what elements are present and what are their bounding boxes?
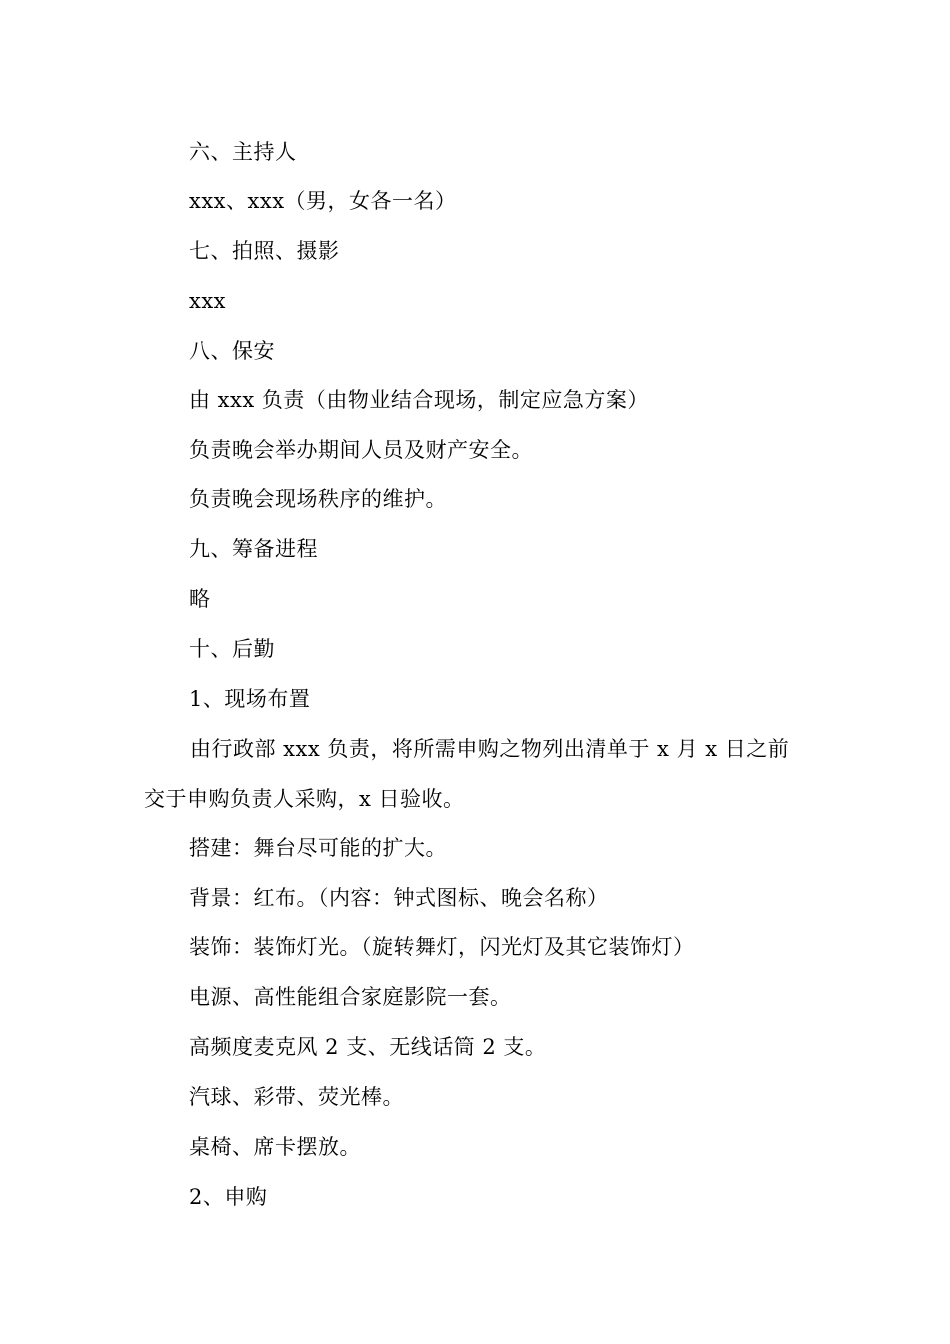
security-duty-order: 负责晚会现场秩序的维护。 bbox=[189, 487, 447, 511]
setup-decoration: 装饰：装饰灯光。（旋转舞灯，闪光灯及其它装饰灯） bbox=[189, 935, 695, 959]
security-responsible: 由 xxx 负责（由物业结合现场，制定应急方案） bbox=[189, 388, 649, 412]
setup-power-audio: 电源、高性能组合家庭影院一套。 bbox=[189, 985, 512, 1009]
section-heading-security: 八、保安 bbox=[189, 339, 275, 363]
photographer-name: xxx bbox=[189, 289, 227, 313]
host-names: xxx、xxx（男，女各一名） bbox=[189, 189, 457, 213]
section-heading-logistics: 十、后勤 bbox=[189, 637, 275, 661]
section-heading-host: 六、主持人 bbox=[189, 140, 297, 164]
section-heading-photography: 七、拍照、摄影 bbox=[189, 239, 340, 263]
preparation-omitted: 略 bbox=[189, 587, 211, 611]
setup-background: 背景：红布。（内容：钟式图标、晚会名称） bbox=[189, 886, 609, 910]
security-duty-safety: 负责晚会举办期间人员及财产安全。 bbox=[189, 438, 533, 462]
section-heading-preparation: 九、筹备进程 bbox=[189, 537, 318, 561]
setup-balloons: 汽球、彩带、荧光棒。 bbox=[189, 1085, 404, 1109]
setup-microphones: 高频度麦克风 2 支、无线话筒 2 支。 bbox=[189, 1035, 547, 1059]
subheading-purchasing: 2、申购 bbox=[189, 1185, 268, 1209]
venue-setup-paragraph-line2: 交于申购负责人采购，x 日验收。 bbox=[144, 787, 465, 811]
subheading-venue-setup: 1、现场布置 bbox=[189, 687, 311, 711]
venue-setup-paragraph-line1: 由行政部 xxx 负责，将所需申购之物列出清单于 x 月 x 日之前 bbox=[190, 737, 790, 761]
setup-stage: 搭建：舞台尽可能的扩大。 bbox=[189, 836, 447, 860]
setup-seating: 桌椅、席卡摆放。 bbox=[189, 1135, 361, 1159]
